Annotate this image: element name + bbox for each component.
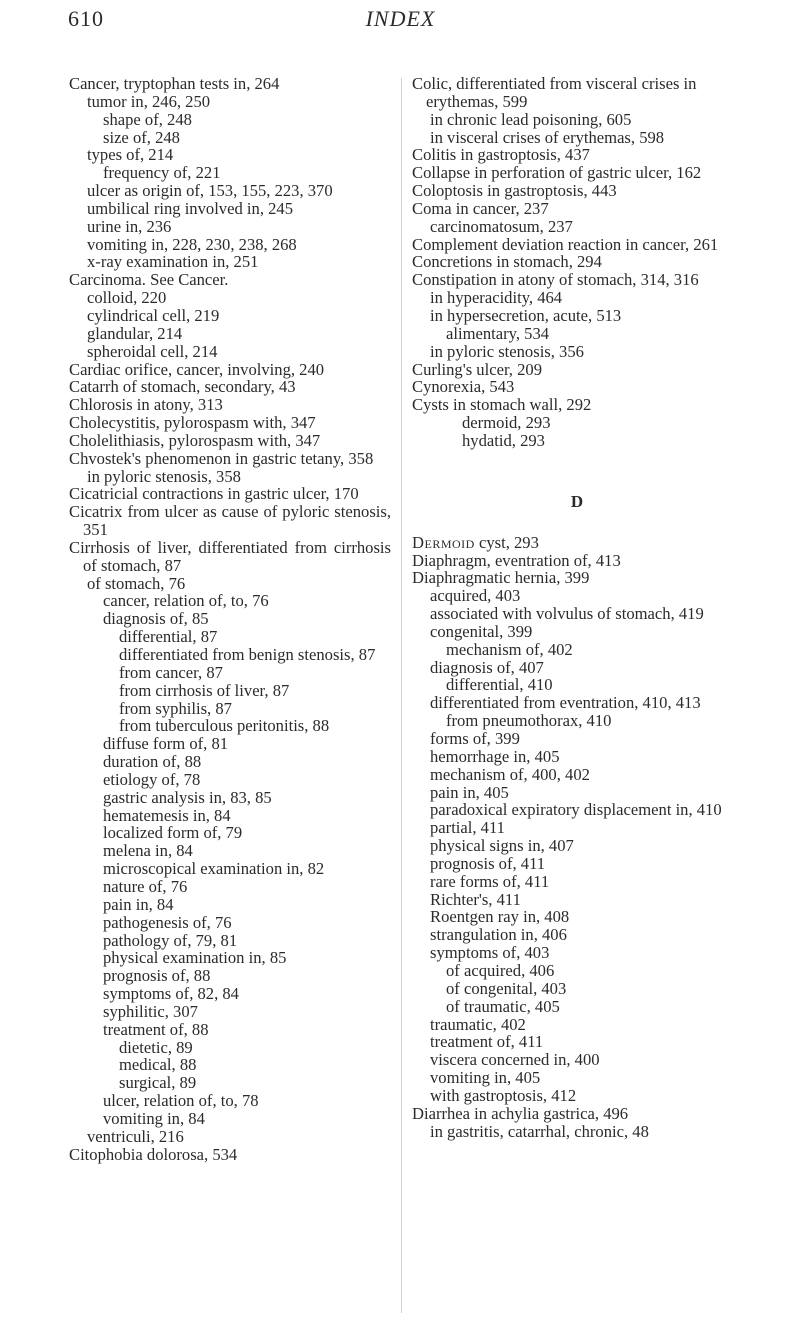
index-entry: Cicatrix from ulcer as cause of pyloric stenosis, 351 — [69, 502, 391, 540]
index-entry: shape of, 248 — [103, 109, 192, 129]
index-entry: diffuse form of, 81 — [103, 734, 229, 754]
index-entry: diagnosis of, 85 — [103, 609, 209, 629]
index-entry: treatment of, 88 — [103, 1019, 209, 1039]
index-entry: in chronic lead poisoning, 605 — [430, 109, 632, 129]
index-entry: Collapse in perforation of gastric ulcer, 162 — [412, 163, 702, 183]
index-entry: from tuberculous peritonitis, 88 — [119, 716, 330, 736]
index-entry: prognosis of, 88 — [103, 966, 211, 986]
index-entry: carcinomatosum, 237 — [430, 216, 573, 236]
index-entry: alimentary, 534 — [446, 323, 550, 343]
index-entry: traumatic, 402 — [430, 1014, 526, 1034]
index-entry: umbilical ring involved in, 245 — [87, 198, 294, 218]
index-entry: of stomach, 76 — [87, 573, 186, 593]
index-column-left — [69, 75, 391, 1163]
index-entry-lead-word: Dermoid — [412, 532, 475, 552]
index-entry: hematemesis in, 84 — [103, 805, 231, 825]
index-entry: medical, 88 — [119, 1055, 197, 1075]
index-entry: physical signs in, 407 — [430, 836, 574, 856]
index-entry: Curling's ulcer, 209 — [412, 359, 542, 379]
index-entry: cylindrical cell, 219 — [87, 305, 220, 325]
index-entry: pathogenesis of, 76 — [103, 912, 232, 932]
index-entry: Cardiac orifice, cancer, involving, 240 — [69, 359, 325, 379]
index-entry: pain in, 84 — [103, 894, 174, 914]
index-entry: in pyloric stenosis, 358 — [87, 466, 241, 486]
index-entry: Chvostek's phenomenon in gastric tetany, 358 — [69, 448, 374, 468]
index-entry: differential, 410 — [446, 675, 553, 695]
index-entry: syphilitic, 307 — [103, 1001, 198, 1021]
index-entry: Cynorexia, 543 — [412, 377, 515, 397]
page-header — [0, 0, 801, 60]
index-entry: cancer, relation of, to, 76 — [103, 591, 269, 611]
index-entry: Richter's, 411 — [430, 889, 521, 909]
index-entry: pathology of, 79, 81 — [103, 930, 238, 950]
page-number: 610 — [68, 6, 104, 31]
index-entry: Diaphragm, eventration of, 413 — [412, 550, 621, 570]
index-entry: mechanism of, 402 — [446, 639, 573, 659]
index-entry: nature of, 76 — [103, 876, 188, 896]
index-entry: physical examination in, 85 — [103, 948, 287, 968]
section-letter-heading: D — [570, 491, 584, 511]
index-entry: gastric analysis in, 83, 85 — [103, 787, 272, 807]
index-entry: congenital, 399 — [430, 621, 533, 641]
index-entry: ulcer, relation of, to, 78 — [103, 1091, 259, 1111]
index-entry — [412, 534, 742, 552]
index-entry: forms of, 399 — [430, 729, 520, 748]
index-entry: prognosis of, 411 — [430, 853, 546, 873]
index-entry: in gastritis, catarrhal, chronic, 48 — [430, 1121, 649, 1141]
index-entry: colloid, 220 — [87, 288, 167, 308]
index-entry: differentiated from eventration, 410, 413 — [430, 693, 701, 713]
index-entry: Cholecystitis, pylorospasm with, 347 — [69, 413, 316, 433]
index-entry: of acquired, 406 — [446, 960, 555, 980]
index-entry: urine in, 236 — [87, 216, 172, 236]
index-entry: Catarrh of stomach, secondary, 43 — [69, 377, 296, 397]
index-entry: strangulation in, 406 — [430, 925, 567, 945]
index-entry: Citophobia dolorosa, 534 — [69, 1144, 238, 1164]
index-entry: partial, 411 — [430, 818, 505, 838]
index-entry: Cholelithiasis, pylorospasm with, 347 — [69, 430, 321, 450]
column-divider — [401, 78, 402, 1313]
index-entry: rare forms of, 411 — [430, 871, 550, 891]
index-entry: Cancer, tryptophan tests in, 264 — [69, 74, 280, 93]
index-entry: spheroidal cell, 214 — [87, 341, 218, 361]
index-section-d — [412, 534, 742, 1141]
index-entry: size of, 248 — [103, 127, 180, 147]
index-entry: from syphilis, 87 — [119, 698, 232, 718]
index-entry: glandular, 214 — [87, 323, 183, 343]
index-entry: Cysts in stomach wall, 292 — [412, 395, 592, 415]
index-entry: tumor in, 246, 250 — [87, 91, 211, 111]
index-entry: differential, 87 — [119, 627, 218, 647]
index-entry: of traumatic, 405 — [446, 996, 560, 1016]
index-entry: from cirrhosis of liver, 87 — [119, 680, 290, 700]
index-entry: localized form of, 79 — [103, 823, 243, 843]
index-entry: ventriculi, 216 — [87, 1126, 184, 1146]
index-entry: hydatid, 293 — [462, 430, 545, 450]
index-entry: melena in, 84 — [103, 841, 193, 861]
index-entry: in visceral crises of erythemas, 598 — [430, 127, 665, 147]
index-entry: ulcer as origin of, 153, 155, 223, 370 — [87, 181, 333, 201]
index-entry: Coloptosis in gastroptosis, 443 — [412, 181, 617, 201]
index-entry: pain in, 405 — [430, 782, 509, 802]
index-entry: Diaphragmatic hernia, 399 — [412, 568, 590, 588]
index-entry: Diarrhea in achylia gastrica, 496 — [412, 1103, 629, 1123]
index-entry: vomiting in, 228, 230, 238, 268 — [87, 234, 297, 254]
index-entry: types of, 214 — [87, 145, 174, 165]
index-entry: Complement deviation reaction in cancer, 261 — [412, 234, 719, 254]
index-entry: of congenital, 403 — [446, 978, 567, 998]
index-entry: diagnosis of, 407 — [430, 657, 544, 677]
index-entry: from cancer, 87 — [119, 662, 223, 682]
index-entry: Colitis in gastroptosis, 437 — [412, 145, 590, 165]
index-entry: frequency of, 221 — [103, 163, 221, 183]
index-entry: etiology of, 78 — [103, 769, 201, 789]
index-entry: viscera concerned in, 400 — [430, 1050, 600, 1070]
index-entry: vomiting in, 84 — [103, 1108, 205, 1128]
index-entry: with gastroptosis, 412 — [430, 1085, 577, 1105]
index-entry: symptoms of, 82, 84 — [103, 984, 239, 1004]
index-entry: surgical, 89 — [119, 1073, 197, 1093]
index-entry: microscopical examination in, 82 — [103, 859, 325, 879]
index-entry: hemorrhage in, 405 — [430, 746, 560, 766]
index-column-right — [412, 75, 742, 1140]
index-entry: duration of, 88 — [103, 752, 202, 772]
index-entry: acquired, 403 — [430, 586, 521, 606]
index-entry: Constipation in atony of stomach, 314, 316 — [412, 270, 699, 290]
index-entry: Roentgen ray in, 408 — [430, 907, 570, 927]
index-entry: in pyloric stenosis, 356 — [430, 341, 584, 361]
index-entry: treatment of, 411 — [430, 1032, 544, 1052]
index-entry: Coma in cancer, 237 — [412, 198, 549, 218]
index-entry: mechanism of, 400, 402 — [430, 764, 590, 784]
index-entry: Colic, differentiated from visceral crises in erythemas, 599 — [412, 74, 697, 111]
index-entry: x-ray examination in, 251 — [87, 252, 259, 272]
index-entry: dietetic, 89 — [119, 1037, 193, 1057]
index-entry: paradoxical expiratory displacement in, 410 — [430, 800, 722, 820]
index-entry: Cicatricial contractions in gastric ulcer, 170 — [69, 484, 359, 504]
index-entry: symptoms of, 403 — [430, 943, 550, 963]
index-section-c-continued — [412, 75, 742, 450]
running-head: INDEX — [365, 6, 436, 31]
index-entry: vomiting in, 405 — [430, 1068, 541, 1088]
index-entry: from pneumothorax, 410 — [446, 711, 612, 731]
index-entry: Concretions in stomach, 294 — [412, 252, 602, 272]
index-entry: differentiated from benign stenosis, 87 — [119, 645, 376, 664]
index-entry: Cirrhosis of liver, differentiated from cirrhosis of stomach, 87 — [69, 537, 391, 575]
index-entry: dermoid, 293 — [462, 413, 551, 433]
index-entry: Carcinoma. See Cancer. — [69, 270, 229, 290]
index-entry: in hypersecretion, acute, 513 — [430, 305, 622, 325]
index-entry-rest: cyst, 293 — [474, 532, 539, 552]
index-entry: Chlorosis in atony, 313 — [69, 395, 223, 415]
index-entry: in hyperacidity, 464 — [430, 288, 563, 308]
index-entry: associated with volvulus of stomach, 419 — [430, 604, 704, 624]
